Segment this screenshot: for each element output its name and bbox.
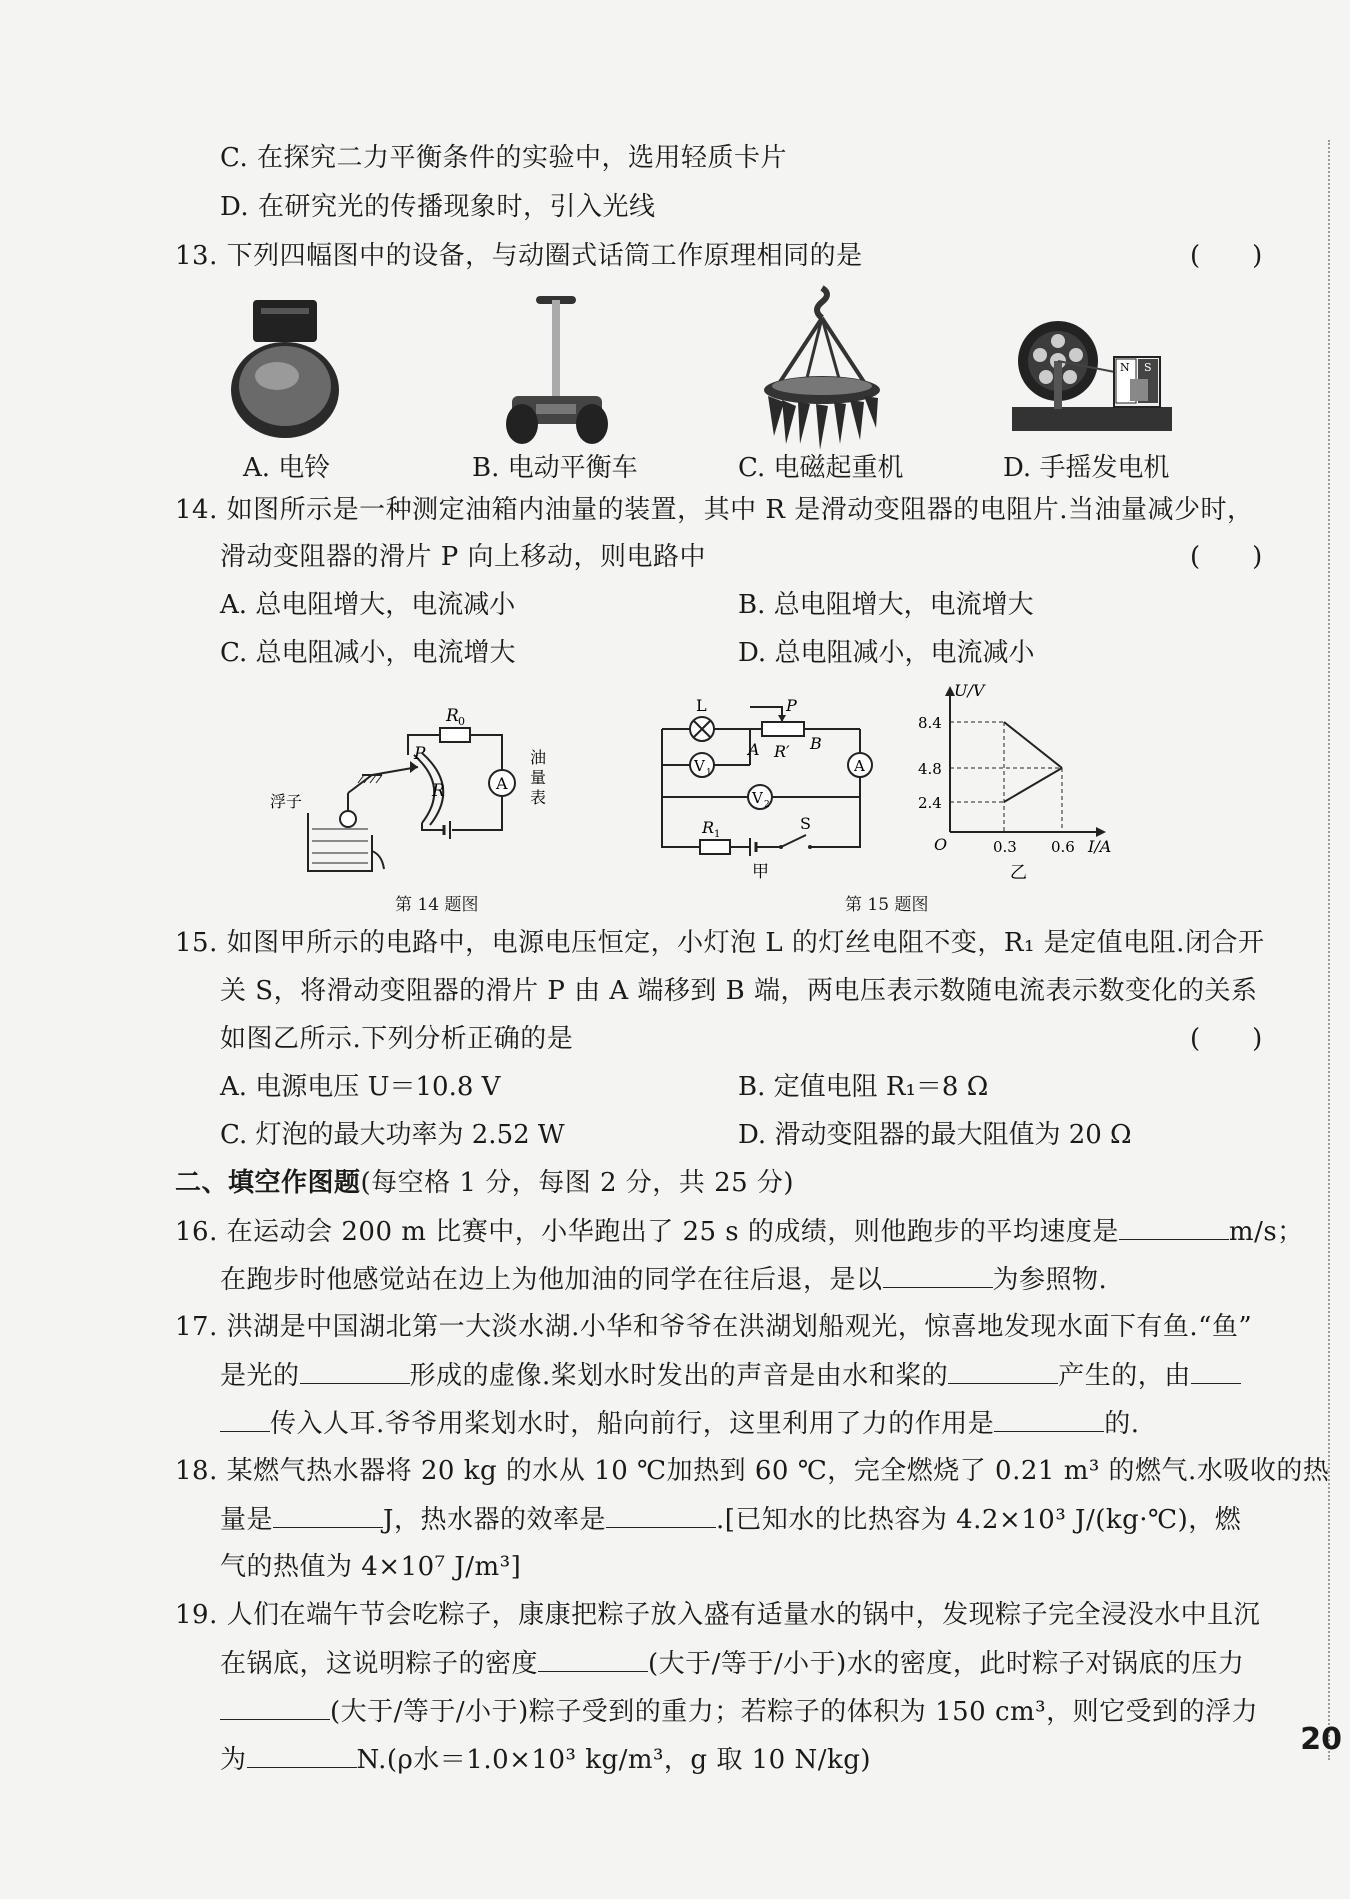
- q13-caption-c: C. 电磁起重机: [738, 453, 904, 483]
- fig14-meter-char-1: 油: [530, 748, 547, 767]
- figure-15-graph-yi: [910, 680, 1130, 885]
- q18-blank-heat[interactable]: [273, 1499, 383, 1528]
- q14-answer-paren: ( ): [1190, 542, 1263, 572]
- q15-option-d: D. 滑动变阻器的最大阻值为 20 Ω: [738, 1120, 1132, 1150]
- fig15-graph-label: 乙: [1010, 863, 1027, 883]
- q17-blank-3b[interactable]: [220, 1403, 270, 1432]
- q16-blank-reference[interactable]: [883, 1259, 993, 1288]
- q18-line1: 18. 某燃气热水器将 20 kg 的水从 10 ℃加热到 60 ℃，完全燃烧了 0.21 m³ 的燃气.水吸收的热: [175, 1456, 1330, 1486]
- q19-blank-pressure[interactable]: [220, 1691, 330, 1720]
- q18-text-2c: .[已知水的比热容为 4.2×10³ J/(kg·℃)，燃: [715, 1505, 1242, 1535]
- fig15-graph-ylabel: U/V: [954, 681, 985, 700]
- page-number: 20: [1300, 1722, 1342, 1757]
- q17-blank-1[interactable]: [300, 1355, 410, 1384]
- fig14-float-label: 浮子: [270, 792, 303, 811]
- fig15-label-s: S: [800, 814, 811, 833]
- fig15-graph-xlabel: I/A: [1088, 837, 1112, 856]
- q19-line3: [220, 1691, 1258, 1732]
- fig15-label-r1: R: [702, 818, 715, 837]
- q13-stem: 13. 下列四幅图中的设备，与动圈式话筒工作原理相同的是: [175, 241, 863, 271]
- figure-14-oil-gauge-circuit: [270, 695, 572, 885]
- q17-text-3b: 的.: [1104, 1409, 1140, 1439]
- q19-line4: [220, 1739, 871, 1780]
- fig15-label-l: L: [696, 696, 707, 715]
- section-2-note: (每空格 1 分，每图 2 分，共 25 分): [360, 1168, 795, 1198]
- q16-line1: [175, 1211, 1304, 1252]
- q12-option-d: D. 在研究光的传播现象时，引入光线: [220, 192, 656, 222]
- fig15-label-rprime: R′: [774, 742, 790, 761]
- fig15-label-p: P: [786, 696, 797, 715]
- balance-scooter-image: [500, 292, 610, 452]
- q18-blank-efficiency[interactable]: [606, 1499, 716, 1528]
- q15-option-a: A. 电源电压 U＝10.8 V: [220, 1072, 501, 1102]
- electric-bell-image: [225, 290, 345, 450]
- fig15-label-r1-sub: 1: [714, 829, 721, 840]
- q18-line3: 气的热值为 4×10⁷ J/m³]: [220, 1552, 522, 1582]
- q17-blank-4[interactable]: [994, 1403, 1104, 1432]
- q17-blank-2[interactable]: [948, 1355, 1058, 1384]
- fig15-v1-sub: 1: [706, 768, 712, 778]
- fig14-label-p: P: [414, 744, 426, 764]
- q18-text-2a: 量是: [220, 1505, 274, 1535]
- fig15-v2-sub: 2: [764, 800, 770, 810]
- figure-15-circuit-jia: [650, 695, 880, 885]
- q17-text-2a: 是光的: [220, 1361, 300, 1391]
- fig14-meter-char-2: 量: [530, 768, 547, 787]
- q14-option-c: C. 总电阻减小，电流增大: [220, 638, 516, 668]
- hand-crank-generator-image: [1010, 315, 1175, 435]
- q14-option-b: B. 总电阻增大，电流增大: [738, 590, 1034, 620]
- fig15-caption: 第 15 题图: [845, 895, 929, 915]
- q13-caption-b: B. 电动平衡车: [472, 453, 638, 483]
- q14-option-d: D. 总电阻减小，电流减小: [738, 638, 1035, 668]
- q15-option-c: C. 灯泡的最大功率为 2.52 W: [220, 1120, 565, 1150]
- fig15-graph-ytick-2: 4.8: [918, 760, 942, 778]
- q16-text-1a: 16. 在运动会 200 m 比赛中，小华跑出了 25 s 的成绩，则他跑步的平均速度是: [175, 1217, 1119, 1247]
- q18-text-2b: J，热水器的效率是: [383, 1505, 606, 1535]
- q18-line2: [220, 1499, 1241, 1540]
- q14-stem-line2: 滑动变阻器的滑片 P 向上移动，则电路中: [220, 542, 707, 572]
- fig15-ammeter-label: A: [854, 757, 865, 775]
- fig15-circuit-label: 甲: [752, 862, 769, 882]
- q16-text-1b: m/s；: [1228, 1217, 1304, 1247]
- q19-text-4b: N.(ρ水＝1.0×10³ kg/m³，g 取 10 N/kg): [356, 1745, 872, 1775]
- q17-text-2b: 形成的虚像.桨划水时发出的声音是由水和桨的: [409, 1361, 949, 1391]
- q17-blank-3a[interactable]: [1191, 1355, 1241, 1384]
- q15-answer-paren: ( ): [1190, 1024, 1263, 1054]
- magnet-south-label: S: [1144, 361, 1152, 374]
- q19-text-2b: (大于/等于/小于)水的密度，此时粽子对锅底的压力: [648, 1649, 1245, 1679]
- q13-answer-paren: ( ): [1190, 241, 1263, 271]
- fig15-graph-xtick-1: 0.3: [993, 838, 1017, 856]
- section-2-title: 二、填空作图题: [175, 1168, 361, 1198]
- fig15-graph-ytick-1: 8.4: [918, 714, 942, 732]
- fig15-graph-origin: O: [934, 835, 948, 854]
- q15-option-b: B. 定值电阻 R₁＝8 Ω: [738, 1072, 989, 1102]
- fig15-label-b-end: B: [810, 734, 822, 753]
- q19-blank-density[interactable]: [538, 1643, 648, 1672]
- q15-stem-line3: 如图乙所示.下列分析正确的是: [220, 1024, 574, 1054]
- q17-text-2c: 产生的，由: [1058, 1361, 1191, 1391]
- fig14-label-r0-sub: 0: [458, 715, 465, 728]
- fig14-ammeter-label: A: [496, 774, 508, 793]
- q17-line3: [220, 1403, 1140, 1444]
- fig14-label-r: R: [432, 781, 445, 801]
- fig15-graph-xtick-2: 0.6: [1051, 838, 1075, 856]
- fig15-label-a-end: A: [748, 740, 760, 759]
- q15-stem-line2: 关 S，将滑动变阻器的滑片 P 由 A 端移到 B 端，两电压表示数随电流表示数变化的关系: [220, 976, 1258, 1006]
- q16-text-2a: 在跑步时他感觉站在边上为他加油的同学在往后退，是以: [220, 1265, 883, 1295]
- q14-option-a: A. 总电阻增大，电流减小: [220, 590, 516, 620]
- q17-text-3a: 传入人耳.爷爷用桨划水时，船向前行，这里利用了力的作用是: [270, 1409, 995, 1439]
- q19-line1: 19. 人们在端午节会吃粽子，康康把粽子放入盛有适量水的锅中，发现粽子完全浸没水中且沉: [175, 1600, 1261, 1630]
- fig14-caption: 第 14 题图: [395, 895, 479, 915]
- q19-blank-buoyancy[interactable]: [247, 1739, 357, 1768]
- fig15-graph-ytick-3: 2.4: [918, 794, 942, 812]
- q19-text-4a: 为: [220, 1745, 247, 1775]
- q14-stem-line1: 14. 如图所示是一种测定油箱内油量的装置，其中 R 是滑动变阻器的电阻片.当油量减少时，: [175, 495, 1254, 525]
- fig14-meter-char-3: 表: [530, 788, 547, 807]
- electromagnetic-crane-image: [760, 286, 890, 451]
- page-edge-divider: [1328, 140, 1330, 1760]
- q16-text-2b: 为参照物.: [992, 1265, 1108, 1295]
- q16-line2: [220, 1259, 1107, 1300]
- q19-text-2a: 在锅底，这说明粽子的密度: [220, 1649, 539, 1679]
- q15-stem-line1: 15. 如图甲所示的电路中，电源电压恒定，小灯泡 L 的灯丝电阻不变，R₁ 是定值电阻.闭合开: [175, 928, 1265, 958]
- section-2-heading: [175, 1163, 794, 1203]
- q19-text-3a: (大于/等于/小于)粽子受到的重力；若粽子的体积为 150 cm³，则它受到的浮力: [330, 1697, 1259, 1727]
- fig15-v1-label: V: [694, 757, 705, 775]
- q13-caption-d: D. 手摇发电机: [1003, 453, 1170, 483]
- q17-line1: 17. 洪湖是中国湖北第一大淡水湖.小华和爷爷在洪湖划船观光，惊喜地发现水面下有鱼.“鱼”: [175, 1312, 1253, 1342]
- fig15-v2-label: V: [752, 789, 763, 807]
- q19-line2: [220, 1643, 1244, 1684]
- fig14-label-r0: R: [446, 706, 459, 726]
- q17-line2: [220, 1355, 1241, 1396]
- q13-caption-a: A. 电铃: [243, 453, 331, 483]
- magnet-north-label: N: [1120, 361, 1130, 374]
- q16-blank-speed[interactable]: [1119, 1211, 1229, 1240]
- q12-option-c: C. 在探究二力平衡条件的实验中，选用轻质卡片: [220, 143, 787, 173]
